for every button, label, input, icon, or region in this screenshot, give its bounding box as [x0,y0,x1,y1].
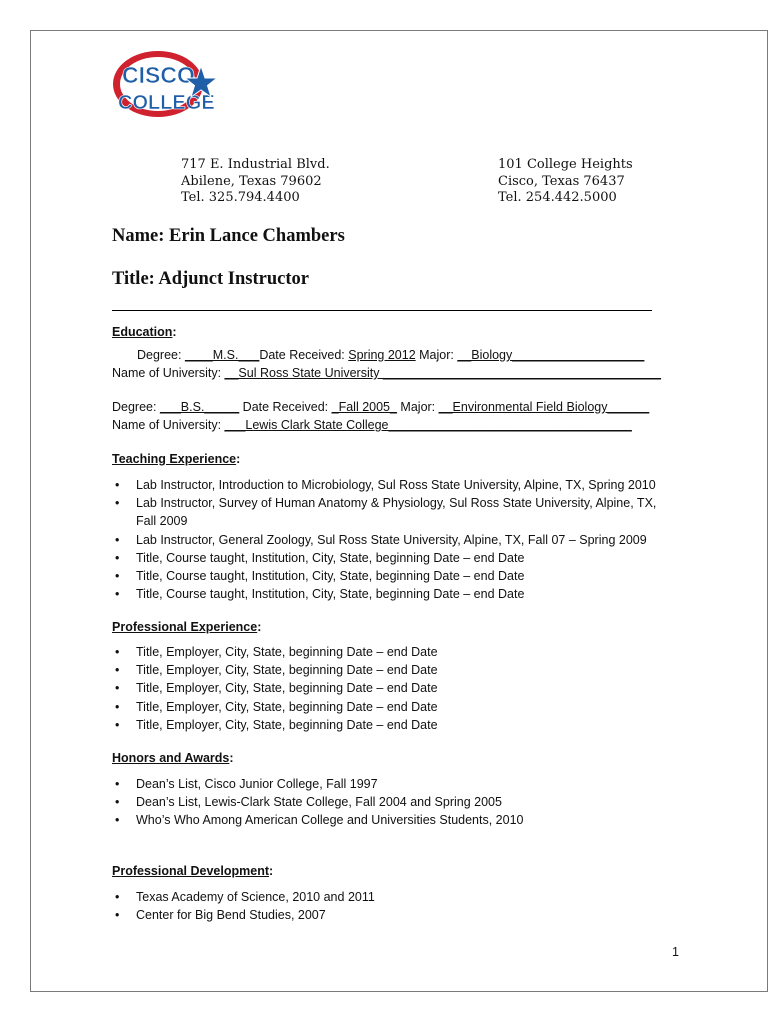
list-item: • Title, Employer, City, State, beginning Date – end Date [112,661,676,679]
development-list [112,888,676,924]
list-item: • Title, Employer, City, State, beginning Date – end Date [112,698,676,716]
list-item: • Lab Instructor, General Zoology, Sul Ross State University, Alpine, TX, Fall 07 – Spring 2009 [112,531,676,549]
list-item: • Who’s Who Among American College and Universities Students, 2010 [112,811,676,829]
list-item: • Center for Big Bend Studies, 2007 [112,906,676,924]
list-item: • Texas Academy of Science, 2010 and 2011 [112,888,676,906]
list-item: • Lab Instructor, Introduction to Microbiology, Sul Ross State University, Alpine, TX, Spring 2010 [112,476,676,494]
teaching-heading: Teaching Experience: [112,452,241,466]
list-item: • Dean’s List, Lewis-Clark State College, Fall 2004 and Spring 2005 [112,793,676,811]
degree-1-line: Degree: ____M.S.___Date Received: Spring 2012 Major: __Biology___________________ [137,348,645,362]
degree-2-date: _Fall 2005_ [331,400,397,414]
page-number: 1 [672,945,679,959]
address-line: 717 E. Industrial Blvd. [181,157,330,172]
honors-heading: Honors and Awards: [112,751,234,765]
address-abilene [181,157,330,207]
horizontal-rule [112,310,652,311]
development-heading: Professional Development: [112,864,274,878]
name-heading: Name: Erin Lance Chambers [112,226,345,246]
list-item: • Dean’s List, Cisco Junior College, Fall 1997 [112,775,676,793]
teaching-list [112,476,676,603]
university-2-line: Name of University: ___Lewis Clark State College___________________________________ [112,418,632,432]
list-item: • Lab Instructor, Survey of Human Anatomy & Physiology, Sul Ross State University, Alpine, TX, Fall 2009 [112,494,676,530]
university-1-line: Name of University: __Sul Ross State University ________________________________________ [112,366,662,380]
list-item: • Title, Course taught, Institution, City, State, beginning Date – end Date [112,567,676,585]
cisco-college-logo [110,44,220,120]
education-heading: Education: [112,325,177,339]
list-item: • Title, Course taught, Institution, City, State, beginning Date – end Date [112,549,676,567]
list-item: • Title, Employer, City, State, beginning Date – end Date [112,679,676,697]
degree-1-value: ____M.S.___ [184,348,260,362]
address-cisco [498,157,633,207]
professional-list [112,643,676,734]
logo-text-college: COLLEGE [118,92,215,114]
address-line: Abilene, Texas 79602 [181,173,322,189]
list-item: • Title, Employer, City, State, beginning Date – end Date [112,716,676,734]
degree-1-major: __Biology___________________ [457,348,645,362]
address-line: Tel. 325.794.4400 [181,190,300,205]
professional-heading: Professional Experience: [112,620,262,634]
degree-2-line: Degree: ___B.S._____ Date Received: _Fall 2005_ Major: __Environmental Field Biology______ [112,400,650,414]
degree-2-value: ___B.S._____ [159,400,240,414]
degree-2-major: __Environmental Field Biology______ [438,400,650,414]
list-item: • Title, Course taught, Institution, City, State, beginning Date – end Date [112,585,676,603]
logo-text-cisco: CISCO [122,62,195,88]
list-item: • Title, Employer, City, State, beginning Date – end Date [112,643,676,661]
title-heading: Title: Adjunct Instructor [112,269,309,289]
address-line: 101 College Heights [498,157,633,172]
university-1-value: __Sul Ross State University ________________________________________ [224,366,662,380]
degree-1-date: Spring 2012 [348,348,416,362]
address-line: Cisco, Texas 76437 [498,173,625,189]
address-line: Tel. 254.442.5000 [498,190,617,205]
university-2-value: ___Lewis Clark State College___________________________________ [224,418,632,432]
honors-list [112,775,676,830]
